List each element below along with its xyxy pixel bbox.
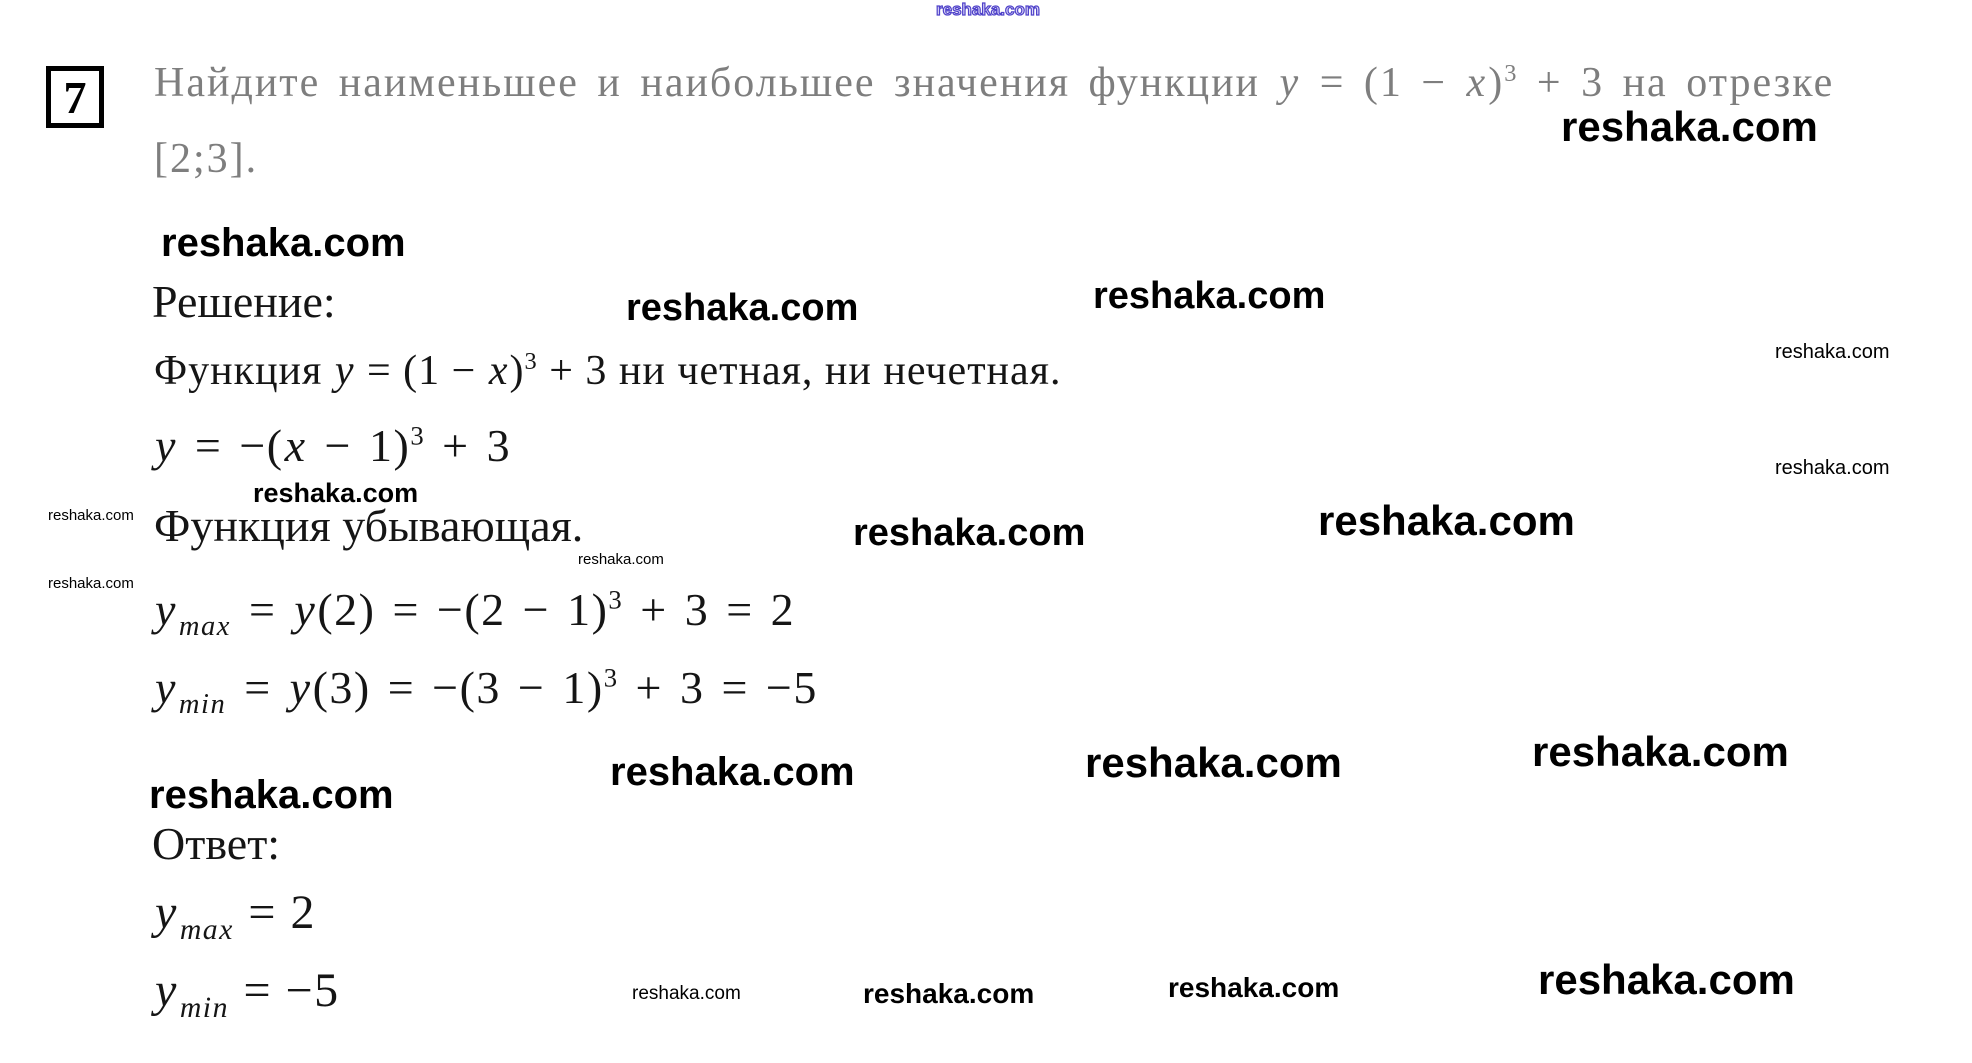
problem-statement-line1: Найдите наименьшее и наибольшее значения функции $y = (1 - x)^3 + 3$ на отрезке: [154, 60, 1835, 106]
watermark-reshaka-com: reshaka.com: [632, 983, 741, 1004]
watermark-reshaka-com: reshaka.com: [1775, 457, 1890, 479]
watermark-reshaka-com: reshaka.com: [863, 978, 1035, 1009]
answer-heading: Ответ:: [152, 818, 281, 869]
problem-number-box: [46, 66, 104, 128]
watermark-reshaka-com: reshaka.com: [48, 575, 134, 592]
watermark-reshaka-com: reshaka.com: [1538, 956, 1795, 1003]
watermark-reshaka-com: reshaka.com: [253, 478, 419, 508]
watermark-reshaka-com: reshaka.com: [149, 773, 394, 817]
watermark-reshaka-com: reshaka.com: [1318, 497, 1575, 544]
problem-number: 7: [63, 71, 87, 123]
watermark-reshaka-com: reshaka.com: [48, 507, 134, 524]
watermark-reshaka-com: reshaka.com: [578, 551, 664, 568]
watermark-reshaka-com: reshaka.com: [936, 0, 1040, 19]
problem-statement-line2: [2;3].: [154, 136, 259, 182]
answer-ymax: $y_{max} = 2$: [155, 886, 316, 946]
watermark-reshaka-com: reshaka.com: [626, 287, 859, 329]
watermark-reshaka-com: reshaka.com: [1093, 275, 1326, 317]
watermark-reshaka-com: reshaka.com: [1561, 103, 1818, 150]
watermark-reshaka-com: reshaka.com: [610, 750, 855, 794]
watermark-reshaka-com: reshaka.com: [161, 221, 406, 265]
watermark-reshaka-com: reshaka.com: [1775, 341, 1890, 363]
answer-ymin: $y_{min} = -5$: [155, 964, 340, 1024]
watermark-reshaka-com: reshaka.com: [1532, 728, 1789, 775]
solution-monotonic-line: Функция убывающая.: [154, 500, 584, 551]
watermark-reshaka-com: reshaka.com: [853, 512, 1086, 554]
watermark-reshaka-com: reshaka.com: [1085, 739, 1342, 786]
solution-parity-line: Функция $y = (1 - x)^3 + 3$ ни четная, ни нечетная.: [154, 348, 1062, 394]
watermark-reshaka-com: reshaka.com: [1168, 972, 1340, 1003]
solution-ymin-eval: $y_{min} = y(3) = -(3 - 1)^3 + 3 = -5$: [155, 662, 818, 721]
solution-ymax-eval: $y_{max} = y(2) = -(2 - 1)^3 + 3 = 2$: [155, 584, 796, 643]
solution-heading: Решение:: [152, 276, 336, 327]
solution-rewritten-formula: $y = -(x - 1)^3 + 3$: [155, 420, 512, 471]
